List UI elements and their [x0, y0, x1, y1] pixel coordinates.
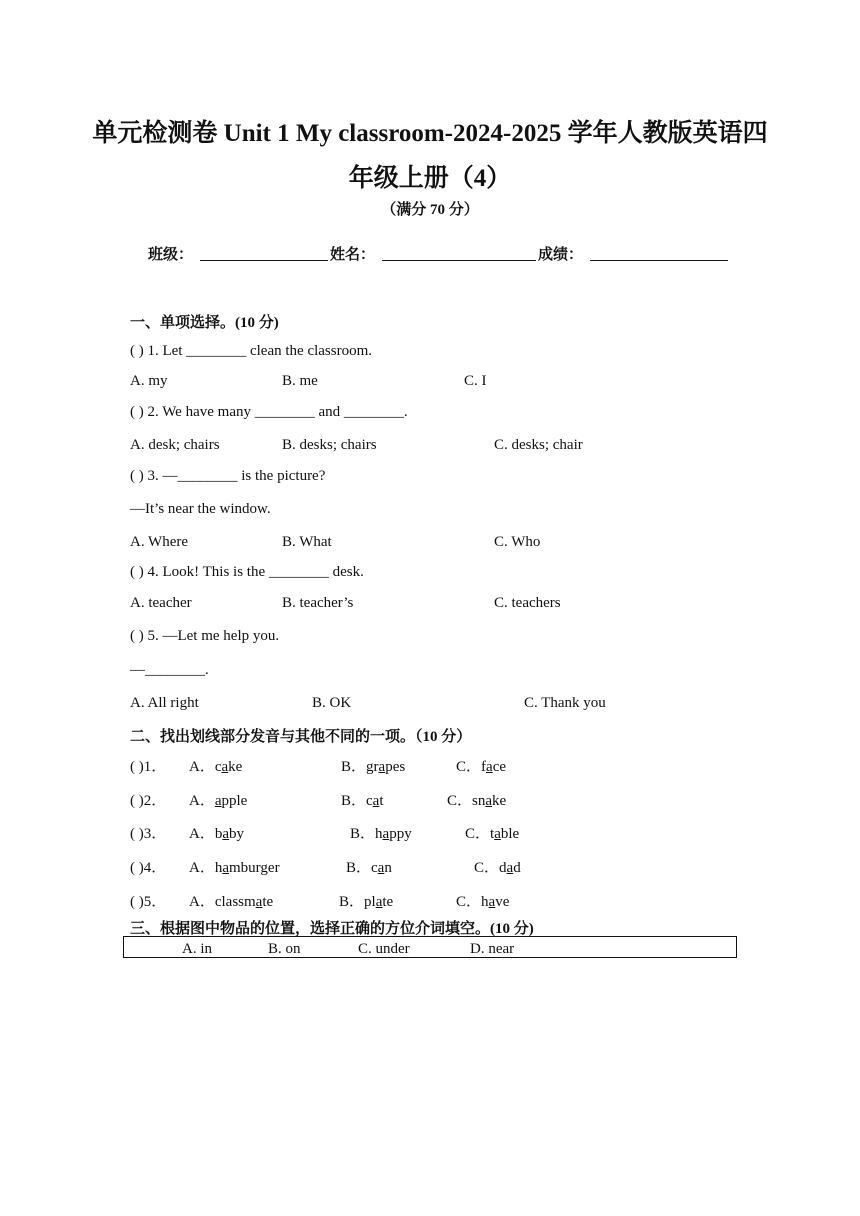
name-field[interactable] [382, 260, 536, 261]
section2-heading: 二、找出划线部分发音与其他不同的一项。（10 分） [130, 729, 472, 745]
option-a[interactable]: A. desk; chairs [130, 437, 220, 453]
phonics-option-b[interactable]: B．can [346, 860, 392, 876]
name-label: 姓名： [330, 247, 376, 263]
page-title-line2: 年级上册（4） [348, 165, 512, 192]
phonics-option-a[interactable]: A．apple [189, 793, 248, 809]
phonics-number: ( )1． [130, 759, 167, 775]
class-label: 班级： [148, 247, 194, 263]
word-bank-option: D. near [470, 941, 515, 957]
phonics-number: ( )4． [130, 860, 167, 876]
phonics-option-c[interactable]: C．table [465, 826, 520, 842]
option-c[interactable]: C. teachers [494, 595, 561, 611]
option-b[interactable]: B. OK [312, 695, 352, 711]
phonics-option-c[interactable]: C．face [456, 759, 507, 775]
phonics-option-a[interactable]: A．classmate [189, 894, 274, 910]
option-c[interactable]: C. Thank you [524, 695, 606, 711]
option-c[interactable]: C. Who [494, 534, 541, 550]
phonics-option-b[interactable]: B．plate [339, 894, 394, 910]
class-field[interactable] [200, 260, 328, 261]
section1-heading: 一、单项选择。(10 分) [130, 315, 279, 331]
option-c[interactable]: C. I [464, 373, 487, 389]
phonics-option-a[interactable]: A．hamburger [189, 860, 280, 876]
option-a[interactable]: A. Where [130, 534, 189, 550]
option-b[interactable]: B. teacher’s [282, 595, 354, 611]
phonics-option-b[interactable]: B．grapes [341, 759, 406, 775]
option-a[interactable]: A. teacher [130, 595, 192, 611]
option-a[interactable]: A. All right [130, 695, 199, 711]
question-stem: ( ) 1. Let ________ clean the classroom. [130, 343, 373, 359]
phonics-option-b[interactable]: B．happy [350, 826, 412, 842]
question-stem: ( ) 4. Look! This is the ________ desk. [130, 564, 364, 580]
question-stem: ( ) 3. —________ is the picture? [130, 468, 326, 484]
phonics-option-b[interactable]: B．cat [341, 793, 384, 809]
question-line2: —It’s near the window. [130, 501, 271, 517]
word-bank-box [123, 936, 737, 958]
word-bank-option: A. in [182, 941, 212, 957]
phonics-option-c[interactable]: C．snake [447, 793, 507, 809]
score-note: （满分 70 分） [381, 202, 479, 218]
grade-label: 成绩： [538, 247, 584, 263]
phonics-number: ( )5． [130, 894, 167, 910]
question-stem: ( ) 2. We have many ________ and ________. [130, 404, 408, 420]
word-bank-option: C. under [358, 941, 410, 957]
option-a[interactable]: A. my [130, 373, 168, 389]
grade-field[interactable] [590, 260, 728, 261]
word-bank-option: B. on [268, 941, 301, 957]
phonics-option-a[interactable]: A．cake [189, 759, 243, 775]
phonics-option-c[interactable]: C．dad [474, 860, 521, 876]
page-title: 单元检测卷 Unit 1 My classroom-2024-2025 学年人教版英语四 [92, 120, 768, 147]
question-stem: ( ) 5. —Let me help you. [130, 628, 280, 644]
option-b[interactable]: B. desks; chairs [282, 437, 377, 453]
phonics-number: ( )2． [130, 793, 167, 809]
phonics-number: ( )3． [130, 826, 167, 842]
option-c[interactable]: C. desks; chair [494, 437, 583, 453]
phonics-option-c[interactable]: C．have [456, 894, 510, 910]
option-b[interactable]: B. What [282, 534, 332, 550]
phonics-option-a[interactable]: A．baby [189, 826, 245, 842]
question-line2: —________. [130, 662, 209, 678]
section3-heading: 三、根据图中物品的位置，选择正确的方位介词填空。(10 分) [130, 921, 534, 937]
option-b[interactable]: B. me [282, 373, 318, 389]
